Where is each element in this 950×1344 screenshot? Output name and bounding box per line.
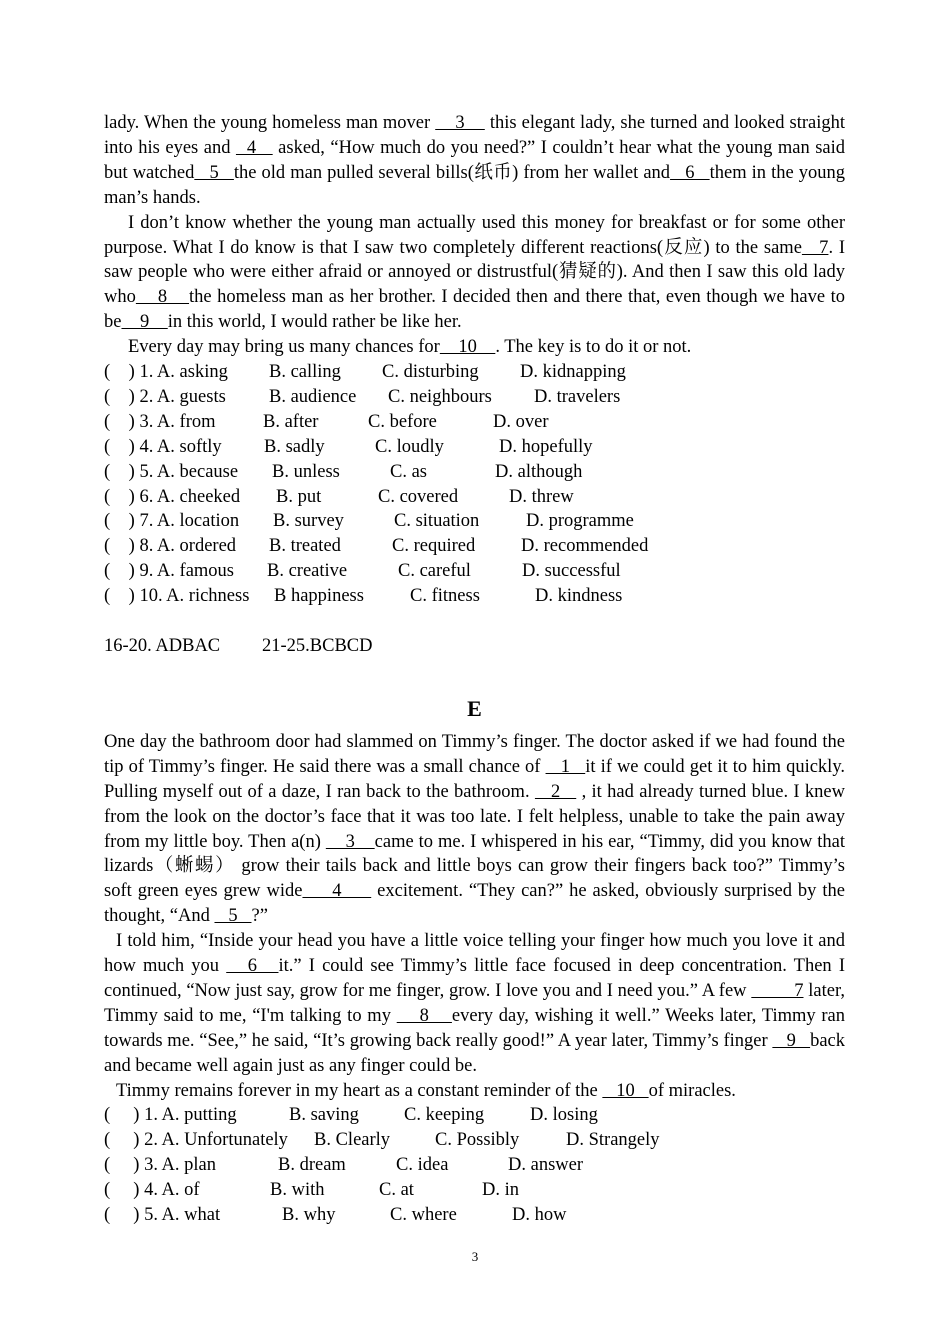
option-b: B. dream bbox=[278, 1155, 346, 1176]
text: , it had already turned blue. I knew from the look on the doctor’s face that it was too late. I felt helpless, unable to take the pain away from my little boy. Then a(n) bbox=[104, 781, 845, 852]
option-row bbox=[104, 1128, 845, 1153]
option-b: B. why bbox=[282, 1205, 336, 1226]
text: in this world, I would rather be like her. bbox=[167, 312, 462, 333]
blank-9: 9 bbox=[772, 1030, 811, 1051]
option-c: C. careful bbox=[398, 561, 471, 582]
option-b: B. calling bbox=[269, 362, 341, 383]
option-row bbox=[104, 1153, 845, 1178]
section-title: E bbox=[467, 695, 482, 721]
blank-8: 8 bbox=[135, 287, 190, 308]
option-row bbox=[104, 385, 845, 410]
passage-e-options bbox=[104, 1103, 845, 1227]
page-number: 3 bbox=[471, 1249, 479, 1264]
option-a: ( ) 6. A. cheeked bbox=[104, 486, 241, 507]
option-a: ( ) 5. A. what bbox=[104, 1205, 221, 1226]
text: came to me. I whispered in his ear, “Timmy, did you know that lizards（蜥蜴） grow their tails back and little boys can grow their fingers back too?” Timmy’s soft green eyes grew wide bbox=[104, 831, 845, 902]
option-a: ( ) 8. A. ordered bbox=[104, 536, 237, 557]
option-b: B. with bbox=[270, 1180, 325, 1201]
option-row bbox=[104, 534, 845, 559]
option-c: C. disturbing bbox=[382, 362, 479, 383]
option-b: B. treated bbox=[269, 536, 341, 557]
option-row bbox=[104, 509, 845, 534]
blank-6: 6 bbox=[670, 162, 710, 183]
option-a: ( ) 5. A. because bbox=[104, 461, 239, 482]
option-d: D. kindness bbox=[535, 586, 623, 607]
option-c: C. covered bbox=[378, 486, 459, 507]
option-c: C. where bbox=[390, 1205, 457, 1226]
option-a: ( ) 1. A. asking bbox=[104, 362, 228, 383]
option-b: B. survey bbox=[273, 511, 344, 532]
text: every day, wishing it well.” Weeks later, Timmy ran towards me. “See,” he said, “It’s growing back really good!” A year later, Timmy’s finger bbox=[104, 1005, 846, 1051]
option-b: B happiness bbox=[274, 586, 364, 607]
text: asked, “How much do you need?” I couldn’t hear what the young man said but watched bbox=[104, 137, 846, 183]
answer-key-21-25: 21-25.BCBCD bbox=[262, 635, 373, 656]
text: . I saw people who were either afraid or annoyed or distrustful(猜疑的). And then I saw this old lady who bbox=[104, 237, 845, 308]
option-d: D. Strangely bbox=[566, 1130, 660, 1151]
text: I don’t know whether the young man actually used this money for breakfast or for some other purpose. What I do know is that I saw two completely different reactions(反应) to the same bbox=[104, 212, 845, 258]
blank-10: 10 bbox=[439, 337, 496, 358]
text: ?” bbox=[251, 906, 268, 927]
option-a: ( ) 3. A. from bbox=[104, 411, 216, 432]
text: the old man pulled several bills(纸币) from her wallet and bbox=[233, 162, 671, 183]
blank-2: 2 bbox=[534, 781, 577, 802]
option-d: D. how bbox=[512, 1205, 567, 1226]
blank-3: 3 bbox=[325, 831, 375, 852]
option-b: B. Clearly bbox=[314, 1130, 391, 1151]
option-d: D. losing bbox=[530, 1105, 598, 1126]
option-row bbox=[104, 435, 845, 460]
option-b: B. saving bbox=[289, 1105, 359, 1126]
option-row bbox=[104, 1103, 845, 1128]
option-d: D. travelers bbox=[534, 386, 621, 407]
option-b: B. sadly bbox=[264, 436, 325, 457]
text: . The key is to do it or not. bbox=[495, 337, 692, 358]
text: Timmy remains forever in my heart as a constant reminder of the bbox=[116, 1080, 603, 1101]
option-c: C. neighbours bbox=[388, 386, 492, 407]
option-c: C. keeping bbox=[404, 1105, 485, 1126]
option-a: ( ) 4. A. of bbox=[104, 1180, 200, 1201]
blank-7: 7 bbox=[751, 980, 804, 1001]
option-a: ( ) 7. A. location bbox=[104, 511, 240, 532]
blank-9: 9 bbox=[121, 312, 168, 333]
option-c: C. Possibly bbox=[435, 1130, 520, 1151]
passage-e-paragraph-3 bbox=[104, 1079, 845, 1104]
option-c: C. situation bbox=[394, 511, 480, 532]
blank-7: 7 bbox=[801, 237, 829, 258]
option-d: D. threw bbox=[509, 486, 574, 507]
option-c: C. fitness bbox=[410, 586, 480, 607]
option-d: D. hopefully bbox=[499, 436, 593, 457]
option-row bbox=[104, 1178, 845, 1203]
text: this elegant lady, she turned and looked straight into his eyes and bbox=[104, 113, 846, 158]
blank-6: 6 bbox=[226, 956, 279, 977]
option-a: ( ) 9. A. famous bbox=[104, 561, 234, 582]
option-c: C. required bbox=[392, 536, 476, 557]
blank-4: 4 bbox=[302, 881, 372, 902]
text: them in the young man’s hands. bbox=[104, 162, 845, 208]
blank-1: 1 bbox=[545, 756, 586, 777]
document-page bbox=[104, 111, 845, 1228]
option-c: C. as bbox=[390, 461, 427, 482]
option-row bbox=[104, 460, 845, 485]
text: One day the bathroom door had slammed on Timmy’s finger. The doctor asked if we had found the tip of Timmy’s finger. He said there was a small chance of bbox=[104, 731, 845, 777]
option-d: D. although bbox=[495, 461, 583, 482]
answer-key-16-20: 16-20. ADBAC bbox=[104, 635, 221, 656]
option-row bbox=[104, 360, 845, 385]
blank-5: 5 bbox=[194, 162, 234, 183]
option-c: C. before bbox=[368, 411, 437, 432]
option-b: B. creative bbox=[267, 561, 348, 582]
option-d: D. kidnapping bbox=[520, 362, 626, 383]
text: Every day may bring us many chances for bbox=[128, 337, 440, 358]
option-c: C. at bbox=[379, 1180, 414, 1201]
blank-8: 8 bbox=[396, 1005, 452, 1026]
option-a: ( ) 10. A. richness bbox=[104, 586, 250, 607]
text: lady. When the young homeless man mover bbox=[104, 113, 436, 133]
option-a: ( ) 2. A. guests bbox=[104, 386, 226, 407]
passage-e-paragraph-1 bbox=[104, 730, 845, 929]
option-a: ( ) 4. A. softly bbox=[104, 436, 222, 457]
blank-4: 4 bbox=[235, 137, 273, 158]
option-b: B. after bbox=[263, 411, 319, 432]
option-a: ( ) 3. A. plan bbox=[104, 1155, 217, 1176]
option-d: D. in bbox=[482, 1180, 519, 1201]
text: excitement. “They can?” he asked, obviously surprised by the thought, “And bbox=[104, 881, 845, 927]
text: it.” I could see Timmy’s little face focused in deep concentration. Then I continued, “Now just say, grow for me finger, grow. I love you and I need you.” A few bbox=[104, 956, 846, 1001]
blank-3: 3 bbox=[435, 113, 485, 133]
option-b: B. put bbox=[276, 486, 322, 507]
option-b: B. unless bbox=[272, 461, 340, 482]
option-row bbox=[104, 1203, 845, 1228]
blank-5: 5 bbox=[214, 906, 252, 927]
option-c: C. loudly bbox=[375, 436, 444, 457]
text: it if we could get it to him quickly. Pulling myself out of a daze, I ran back to the bathroom. bbox=[104, 756, 845, 802]
option-d: D. answer bbox=[508, 1155, 584, 1176]
text: later, Timmy said to me, “I'm talking to my bbox=[104, 980, 846, 1026]
option-d: D. successful bbox=[522, 561, 621, 582]
passage-d-paragraph-1 bbox=[104, 111, 845, 211]
option-row bbox=[104, 485, 845, 510]
text: I told him, “Inside your head you have a little voice telling your finger how much you love it and how much you bbox=[104, 931, 845, 977]
text: of miracles. bbox=[648, 1080, 736, 1101]
option-row bbox=[104, 559, 845, 584]
passage-d-paragraph-3 bbox=[104, 335, 845, 360]
passage-d-options bbox=[104, 360, 845, 609]
option-a: ( ) 1. A. putting bbox=[104, 1105, 237, 1126]
option-d: D. recommended bbox=[521, 536, 649, 557]
option-d: D. over bbox=[493, 411, 549, 432]
option-c: C. idea bbox=[396, 1155, 449, 1176]
text: the homeless man as her brother. I decided then and there that, even though we have to be bbox=[104, 287, 845, 333]
answer-key bbox=[104, 634, 845, 659]
option-d: D. programme bbox=[526, 511, 634, 532]
option-row bbox=[104, 410, 845, 435]
passage-d-paragraph-2 bbox=[104, 211, 845, 336]
passage-e-paragraph-2 bbox=[104, 929, 845, 1078]
blank-10: 10 bbox=[602, 1080, 649, 1101]
option-row bbox=[104, 584, 845, 609]
option-a: ( ) 2. A. Unfortunately bbox=[104, 1130, 288, 1151]
option-b: B. audience bbox=[269, 386, 357, 407]
text: back and became well again just as any finger could be. bbox=[104, 1030, 846, 1076]
